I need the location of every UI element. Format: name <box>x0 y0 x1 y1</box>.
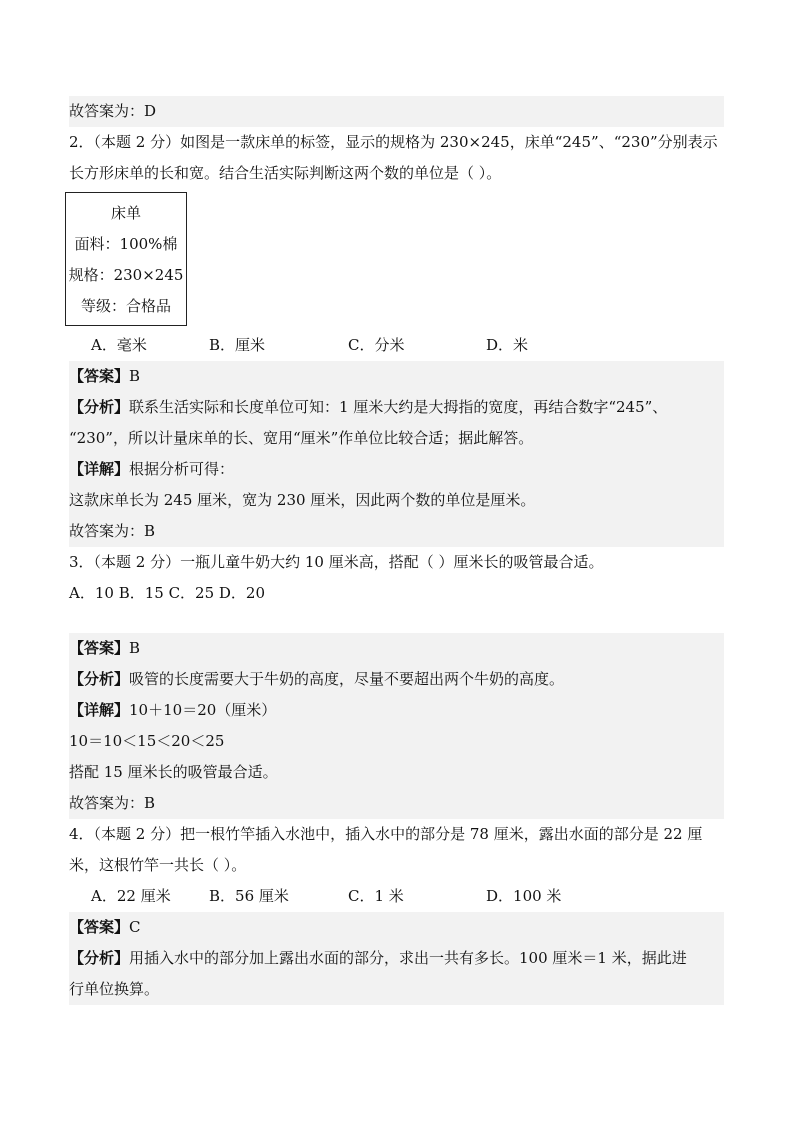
q3-analysis <box>69 664 724 695</box>
q4-analysis-tag: 【分析】 <box>69 949 130 967</box>
q2-analysis-line-2: “230”，所以计量床单的长、宽用“厘米”作单位比较合适；据此解答。 <box>69 423 724 454</box>
q3-answer-value: B <box>129 639 141 657</box>
q4-answer-value: C <box>129 918 141 936</box>
q4-option-c: C．1 米 <box>348 887 404 905</box>
q4-analysis-line-1 <box>69 943 724 974</box>
q2-stem-line-1: 2．（本题 2 分）如图是一款床单的标签，显示的规格为 230×245，床单“245”、“230”分别表示 <box>69 133 718 151</box>
document-content <box>69 96 724 1005</box>
label-title: 床单 <box>110 204 141 222</box>
q4-stem-line-1: 4．（本题 2 分）把一根竹竿插入水池中，插入水中的部分是 78 厘米，露出水面的部分是 22 厘 <box>69 825 703 843</box>
q2-detail-line-1 <box>69 454 724 485</box>
q4-option-d: D．100 米 <box>486 887 562 905</box>
q3-detail-text-1: 10＋10＝20（厘米） <box>129 701 277 719</box>
q2-answer-tag: 【答案】 <box>69 367 130 385</box>
q2-analysis-text-1: 联系生活实际和长度单位可知：1 厘米大约是大拇指的宽度，再结合数字“245”、 <box>129 398 668 416</box>
q2-answer-value: B <box>129 367 141 385</box>
q2-answer <box>69 361 724 392</box>
q2-stem-line-2: 长方形床单的长和宽。结合生活实际判断这两个数的单位是（ ）。 <box>69 164 502 182</box>
q3-analysis-tag: 【分析】 <box>69 670 130 688</box>
q3-stem: 3．（本题 2 分）一瓶儿童牛奶大约 10 厘米高，搭配（ ）厘米长的吸管最合适。 <box>69 553 604 571</box>
q3-detail-tag: 【详解】 <box>69 701 130 719</box>
q3-options: A．10 B．15 C．25 D．20 <box>69 584 266 602</box>
q3-final-answer: 故答案为：B <box>69 788 724 819</box>
q3-detail-line-2: 10＝10＜15＜20＜25 <box>69 726 724 757</box>
q4-analysis-line-2: 行单位换算。 <box>69 974 724 1005</box>
q4-stem-line-2: 米，这根竹竿一共长（ ）。 <box>69 856 247 874</box>
q4-analysis-text-1: 用插入水中的部分加上露出水面的部分，求出一共有多长。100 厘米＝1 米，据此进 <box>129 949 687 967</box>
q2-final-answer: 故答案为：B <box>69 516 724 547</box>
q4-option-a: A．22 厘米 <box>91 887 171 905</box>
q2-options <box>69 330 724 361</box>
q2-detail-text-1: 根据分析可得： <box>129 460 235 478</box>
q4-option-b: B．56 厘米 <box>209 887 289 905</box>
q2-detail-tag: 【详解】 <box>69 460 130 478</box>
label-spec: 规格：230×245 <box>68 266 184 284</box>
q2-analysis-line-1 <box>69 392 724 423</box>
label-grade: 等级：合格品 <box>80 297 171 315</box>
q2-analysis-tag: 【分析】 <box>69 398 130 416</box>
q2-option-b: B．厘米 <box>209 336 266 354</box>
q2-option-c: C．分米 <box>348 336 405 354</box>
label-material: 面料：100%棉 <box>74 235 178 253</box>
q3-detail-line-1 <box>69 695 724 726</box>
q4-options <box>69 881 724 912</box>
q4-answer <box>69 912 724 943</box>
q3-analysis-text: 吸管的长度需要大于牛奶的高度，尽量不要超出两个牛奶的高度。 <box>129 670 565 688</box>
q2-detail-line-2: 这款床单长为 245 厘米，宽为 230 厘米，因此两个数的单位是厘米。 <box>69 485 724 516</box>
q2-option-a: A．毫米 <box>91 336 147 354</box>
q1-final-answer: 故答案为：D <box>69 96 724 127</box>
q3-detail-line-3: 搭配 15 厘米长的吸管最合适。 <box>69 757 724 788</box>
spacer <box>69 609 724 633</box>
bedsheet-label-box <box>65 192 187 326</box>
q3-answer-tag: 【答案】 <box>69 639 130 657</box>
q4-answer-tag: 【答案】 <box>69 918 130 936</box>
q2-option-d: D．米 <box>486 336 529 354</box>
q3-answer <box>69 633 724 664</box>
